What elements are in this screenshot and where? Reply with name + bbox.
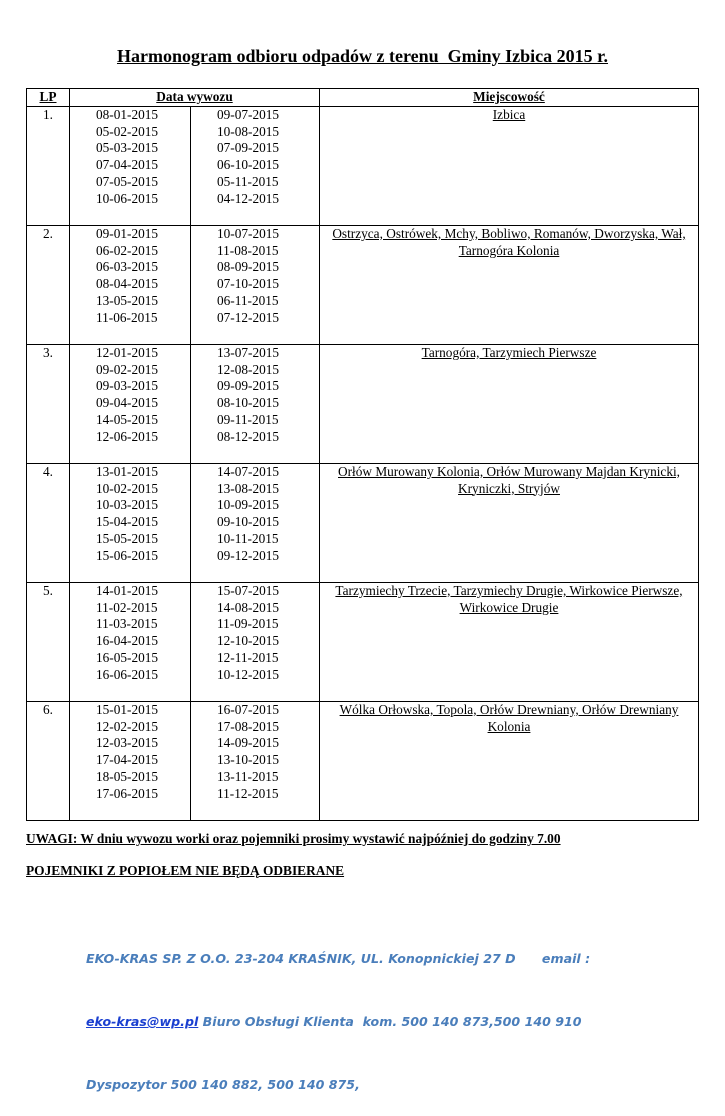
collection-date: 07-09-2015 bbox=[217, 140, 280, 156]
footer-office-phones: Biuro Obsługi Klienta kom. 500 140 873,500 140 910 bbox=[198, 1014, 582, 1029]
collection-date: 06-03-2015 bbox=[96, 259, 159, 275]
collection-date: 08-10-2015 bbox=[217, 395, 280, 411]
collection-date: 07-10-2015 bbox=[217, 276, 280, 292]
collection-date: 10-02-2015 bbox=[96, 480, 159, 496]
collection-date: 09-04-2015 bbox=[96, 395, 159, 411]
collection-date: 07-12-2015 bbox=[217, 309, 280, 325]
table-row bbox=[27, 463, 699, 582]
collection-date: 12-11-2015 bbox=[217, 649, 279, 665]
collection-date: 15-04-2015 bbox=[96, 514, 159, 530]
collection-date: 09-07-2015 bbox=[217, 106, 280, 122]
collection-date: 16-06-2015 bbox=[96, 666, 159, 682]
locality-list: Orłów Murowany Kolonia, Orłów Murowany Majdan Krynicki, Kryniczki, Stryjów bbox=[320, 463, 699, 582]
locality-list: Ostrzyca, Ostrówek, Mchy, Bobliwo, Romanów, Dworzyska, Wał, Tarnogóra Kolonia bbox=[320, 225, 699, 344]
collection-date: 15-01-2015 bbox=[96, 701, 159, 717]
collection-date: 09-10-2015 bbox=[217, 514, 280, 530]
collection-date: 04-12-2015 bbox=[217, 190, 280, 206]
locality-list: Wólka Orłowska, Topola, Orłów Drewniany, Orłów Drewniany Kolonia bbox=[320, 701, 699, 820]
locality-list: Tarnogóra, Tarzymiech Pierwsze bbox=[320, 344, 699, 463]
footer-contact-line bbox=[86, 1011, 590, 1032]
table-row bbox=[27, 701, 699, 820]
note-ash-containers: POJEMNIKI Z POPIOŁEM NIE BĘDĄ ODBIERANE bbox=[26, 863, 345, 878]
schedule-table bbox=[26, 88, 699, 821]
dates-first-half bbox=[70, 225, 191, 344]
collection-date: 10-11-2015 bbox=[217, 530, 279, 546]
collection-date: 10-07-2015 bbox=[217, 225, 280, 241]
collection-date: 13-05-2015 bbox=[96, 292, 159, 308]
collection-date: 10-08-2015 bbox=[217, 123, 280, 139]
collection-date: 13-01-2015 bbox=[96, 463, 159, 479]
collection-date: 05-03-2015 bbox=[96, 140, 159, 156]
table-row bbox=[27, 344, 699, 463]
table-header-row bbox=[27, 89, 699, 107]
collection-date: 13-08-2015 bbox=[217, 480, 280, 496]
collection-date: 10-06-2015 bbox=[96, 190, 159, 206]
collection-date: 09-03-2015 bbox=[96, 378, 159, 394]
collection-date: 17-08-2015 bbox=[217, 718, 280, 734]
collection-date: 06-11-2015 bbox=[217, 292, 279, 308]
collection-date: 09-09-2015 bbox=[217, 378, 280, 394]
collection-date: 10-12-2015 bbox=[217, 666, 280, 682]
collection-date: 10-03-2015 bbox=[96, 497, 159, 513]
row-number: 2. bbox=[27, 225, 70, 344]
collection-date: 08-09-2015 bbox=[217, 259, 280, 275]
table-row bbox=[27, 225, 699, 344]
locality-list: Izbica bbox=[320, 106, 699, 225]
table-row bbox=[27, 106, 699, 225]
row-number: 5. bbox=[27, 582, 70, 701]
footer-dispatcher: Dyspozytor 500 140 882, 500 140 875, bbox=[86, 1077, 360, 1092]
dates-second-half bbox=[191, 463, 320, 582]
collection-date: 11-03-2015 bbox=[96, 616, 158, 632]
email-link[interactable]: eko-kras@wp.pl bbox=[86, 1014, 199, 1029]
collection-date: 12-10-2015 bbox=[217, 633, 280, 649]
collection-date: 12-01-2015 bbox=[96, 344, 159, 360]
collection-date: 16-07-2015 bbox=[217, 701, 280, 717]
collection-date: 09-11-2015 bbox=[217, 411, 279, 427]
collection-date: 15-07-2015 bbox=[217, 582, 280, 598]
collection-date: 16-04-2015 bbox=[96, 633, 159, 649]
collection-date: 07-05-2015 bbox=[96, 173, 159, 189]
collection-date: 14-01-2015 bbox=[96, 582, 159, 598]
dates-second-half bbox=[191, 582, 320, 701]
collection-date: 17-04-2015 bbox=[96, 752, 159, 768]
collection-date: 10-09-2015 bbox=[217, 497, 280, 513]
collection-date: 05-02-2015 bbox=[96, 123, 159, 139]
collection-date: 11-09-2015 bbox=[217, 616, 279, 632]
locality-list: Tarzymiechy Trzecie, Tarzymiechy Drugie, Wirkowice Pierwsze, Wirkowice Drugie bbox=[320, 582, 699, 701]
collection-date: 08-01-2015 bbox=[96, 106, 159, 122]
collection-date: 14-05-2015 bbox=[96, 411, 159, 427]
collection-date: 11-02-2015 bbox=[96, 599, 158, 615]
collection-date: 13-07-2015 bbox=[217, 344, 280, 360]
collection-date: 08-04-2015 bbox=[96, 276, 159, 292]
header-place: Miejscowość bbox=[320, 89, 699, 107]
dates-first-half bbox=[70, 701, 191, 820]
collection-date: 12-08-2015 bbox=[217, 361, 280, 377]
collection-date: 17-06-2015 bbox=[96, 785, 159, 801]
dates-second-half bbox=[191, 225, 320, 344]
collection-date: 11-08-2015 bbox=[217, 242, 279, 258]
collection-date: 07-04-2015 bbox=[96, 157, 159, 173]
collection-date: 12-06-2015 bbox=[96, 428, 159, 444]
dates-first-half bbox=[70, 463, 191, 582]
collection-date: 06-02-2015 bbox=[96, 242, 159, 258]
page-title: Harmonogram odbioru odpadów z terenu Gminy Izbica 2015 r. bbox=[116, 46, 609, 66]
header-lp: LP bbox=[27, 89, 70, 107]
collection-date: 12-02-2015 bbox=[96, 718, 159, 734]
collection-date: 09-02-2015 bbox=[96, 361, 159, 377]
collection-date: 13-11-2015 bbox=[217, 768, 279, 784]
table-row bbox=[27, 582, 699, 701]
row-number: 3. bbox=[27, 344, 70, 463]
header-dates: Data wywozu bbox=[70, 89, 320, 107]
collection-date: 15-06-2015 bbox=[96, 547, 159, 563]
note-uwagi: UWAGI: W dniu wywozu worki oraz pojemniki prosimy wystawić najpóźniej do godziny 7.00 bbox=[26, 831, 561, 846]
collection-date: 11-06-2015 bbox=[96, 309, 158, 325]
dates-second-half bbox=[191, 701, 320, 820]
collection-date: 13-10-2015 bbox=[217, 752, 280, 768]
dates-second-half bbox=[191, 106, 320, 225]
collection-date: 16-05-2015 bbox=[96, 649, 159, 665]
collection-date: 09-12-2015 bbox=[217, 547, 280, 563]
collection-date: 14-07-2015 bbox=[217, 463, 280, 479]
collection-date: 15-05-2015 bbox=[96, 530, 159, 546]
collection-date: 11-12-2015 bbox=[217, 785, 279, 801]
collection-date: 14-09-2015 bbox=[217, 735, 280, 751]
row-number: 1. bbox=[27, 106, 70, 225]
collection-date: 05-11-2015 bbox=[217, 173, 279, 189]
dates-first-half bbox=[70, 106, 191, 225]
dates-first-half bbox=[70, 582, 191, 701]
collection-date: 12-03-2015 bbox=[96, 735, 159, 751]
dates-first-half bbox=[70, 344, 191, 463]
collection-date: 08-12-2015 bbox=[217, 428, 280, 444]
company-footer bbox=[86, 906, 590, 1116]
collection-date: 09-01-2015 bbox=[96, 225, 159, 241]
row-number: 6. bbox=[27, 701, 70, 820]
collection-date: 06-10-2015 bbox=[217, 157, 280, 173]
footer-address: EKO-KRAS SP. Z O.O. 23-204 KRAŚNIK, UL. Konopnickiej 27 D email : bbox=[86, 951, 591, 966]
collection-date: 18-05-2015 bbox=[96, 768, 159, 784]
row-number: 4. bbox=[27, 463, 70, 582]
collection-date: 14-08-2015 bbox=[217, 599, 280, 615]
dates-second-half bbox=[191, 344, 320, 463]
